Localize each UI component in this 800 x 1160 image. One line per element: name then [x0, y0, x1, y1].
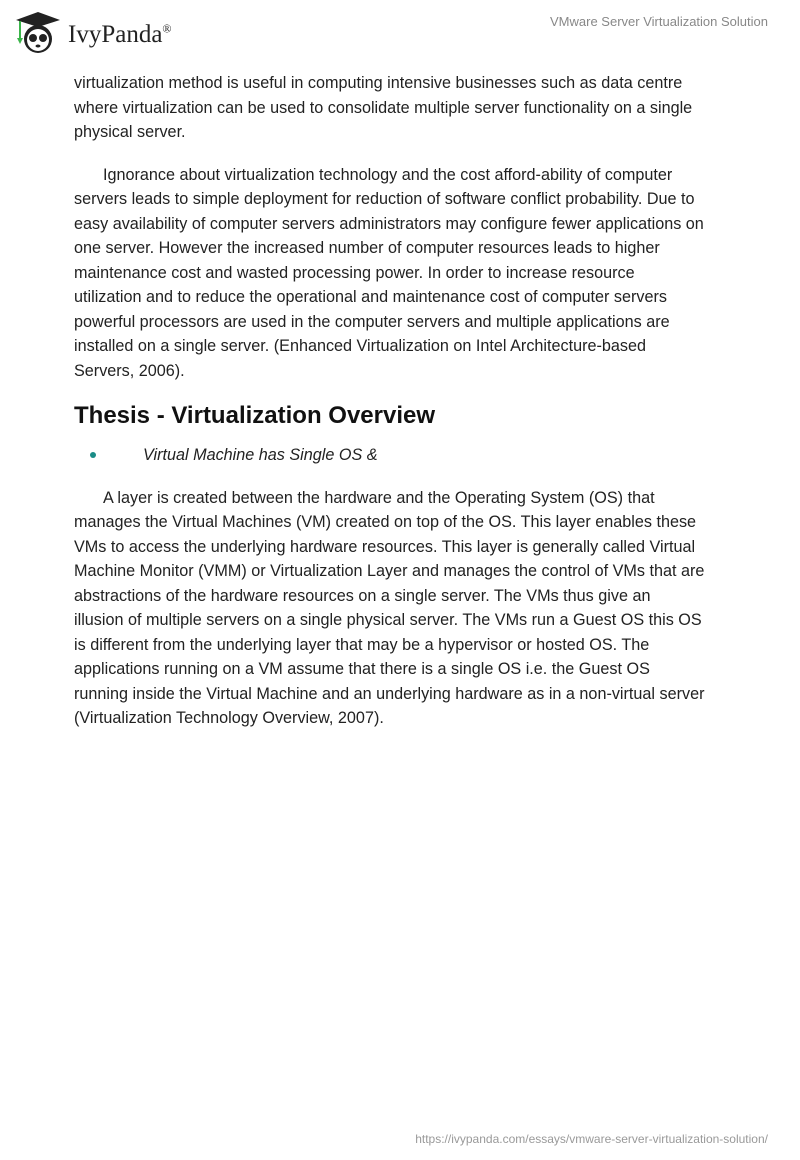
text-line: A layer is created between the hardware and the Operating System (OS) that [103, 488, 655, 507]
paragraph-1 [74, 71, 734, 145]
bullet-item [74, 443, 734, 468]
text-line: (Virtualization Technology Overview, 2007). [74, 709, 384, 727]
text-line: is different from the underlying layer that may be a hypervisor or hosted OS. The [74, 635, 650, 654]
text-line: servers leads to simple deployment for reduction of software conflict probability. Due to [74, 190, 695, 208]
text-line: manages the Virtual Machines (VM) created on top of the OS. This layer enables these [74, 513, 697, 531]
text-line: maintenance cost and wasted processing power. In order to increase resource [74, 263, 635, 282]
text-line: one server. However the increased number of computer resources leads to higher [74, 239, 660, 257]
bullet-text: Virtual Machine has Single OS & [143, 446, 378, 464]
bullet-dot-icon [90, 452, 96, 458]
paragraph-2 [74, 163, 734, 384]
text-line: Servers, 2006). [74, 361, 185, 380]
section-heading: Thesis - Virtualization Overview [74, 402, 436, 429]
text-line: installed on a single server. (Enhanced Virtualization on Intel Architecture-based [74, 337, 646, 355]
footer-url[interactable]: https://ivypanda.com/essays/vmware-server-virtualization-solution/ [415, 1132, 768, 1146]
panda-graduate-icon [12, 8, 64, 56]
text-line: powerful processors are used in the computer servers and multiple applications are [74, 312, 670, 331]
document-title: VMware Server Virtualization Solution [550, 14, 768, 29]
text-line: utilization and to reduce the operational and maintenance cost of computer servers [74, 288, 667, 306]
text-line: abstractions of the hardware resources on a single server. The VMs thus give an [74, 586, 651, 605]
text-line: VMs to access the underlying hardware resources. This layer is generally called Virtual [74, 537, 696, 556]
text-line: applications running on a VM assume that there is a single OS i.e. the Guest OS [74, 660, 650, 678]
text-line: running inside the Virtual Machine and an underlying hardware as in a non-virtual server [74, 684, 705, 703]
text-line: Machine Monitor (VMM) or Virtualization Layer and manages the control of VMs that are [74, 562, 705, 580]
logo[interactable] [12, 8, 172, 56]
text-line: where virtualization can be used to consolidate multiple server functionality on a single [74, 98, 693, 117]
essay-content [74, 71, 734, 749]
text-line: illusion of multiple servers on a single physical server. The VMs run a Guest OS this OS [74, 611, 702, 629]
text-line: virtualization method is useful in computing intensive businesses such as data centre [74, 74, 683, 92]
text-line: Ignorance about virtualization technology and the cost afford-ability of computer [103, 165, 673, 184]
logo-text: IvyPanda® [68, 21, 172, 48]
text-line: physical server. [74, 123, 186, 141]
text-line: easy availability of computer servers administrators may configure fewer applications on [74, 214, 704, 233]
paragraph-3 [74, 486, 734, 731]
